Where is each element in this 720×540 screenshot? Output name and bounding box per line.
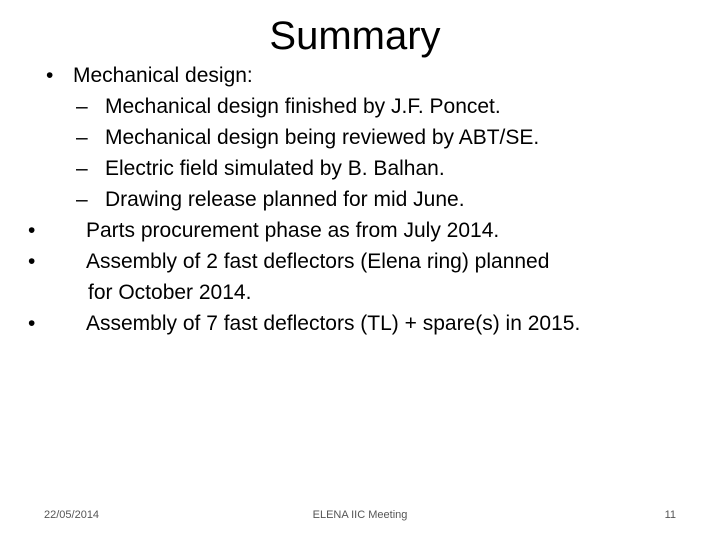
footer-date: 22/05/2014 [44,509,100,521]
dash-marker: – [76,188,88,211]
sub-bullet-item-electric-field [28,153,698,184]
bullet-marker: • [46,64,54,87]
bullet-marker: • [28,219,36,242]
sub-bullet-item-drawing-release [28,184,698,215]
bullet-text-continuation: for October 2014. [88,281,252,304]
sub-bullet-text: Mechanical design being reviewed by ABT/SE. [105,126,540,149]
bullet-marker: • [28,250,36,273]
bullet-item-assembly-7 [28,308,698,339]
dash-marker: – [76,126,88,149]
sub-bullet-item-reviewed [28,122,698,153]
bullet-item-mechanical-design [28,60,698,91]
dash-marker: – [76,95,88,118]
sub-bullet-text: Mechanical design finished by J.F. Poncet. [105,95,501,118]
sub-bullet-item-finished [28,91,698,122]
bullet-marker: • [28,312,36,335]
slide-content [28,60,698,339]
sub-bullet-text: Electric field simulated by B. Balhan. [105,157,445,180]
slide-title: Summary [269,14,441,58]
bullet-text: Parts procurement phase as from July 2014. [86,219,500,242]
bullet-item-assembly-2 [28,246,698,277]
footer-page-number: 11 [664,509,676,521]
bullet-item-parts-procurement [28,215,698,246]
bullet-text: Assembly of 7 fast deflectors (TL) + spare(s) in 2015. [86,312,581,335]
bullet-text: Assembly of 2 fast deflectors (Elena ring) planned [86,250,550,273]
bullet-text: Mechanical design: [73,64,253,87]
sub-bullet-text: Drawing release planned for mid June. [105,188,465,211]
bullet-item-assembly-2-continuation [28,277,698,308]
dash-marker: – [76,157,88,180]
footer-meeting-name: ELENA IIC Meeting [312,509,408,521]
